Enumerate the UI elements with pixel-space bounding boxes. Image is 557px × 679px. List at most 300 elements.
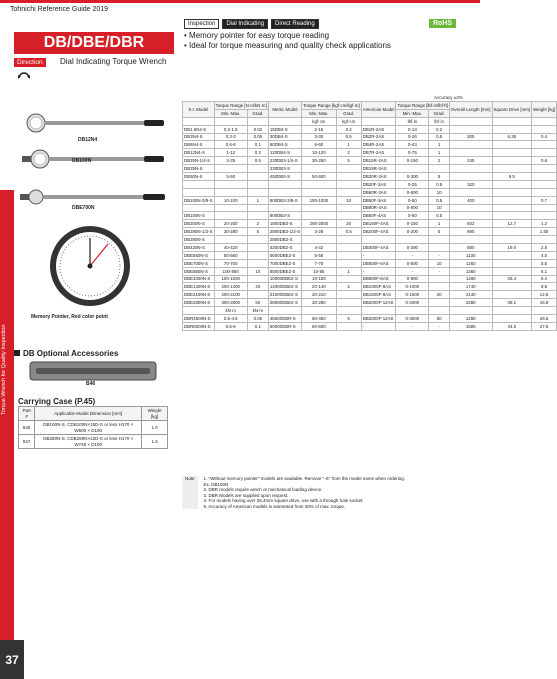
table-cell — [268, 180, 301, 188]
table-cell: 0.7 — [532, 196, 557, 204]
table-cell — [183, 180, 215, 188]
table-cell: 205 — [449, 133, 492, 141]
table-cell: 0-150 — [396, 157, 429, 165]
table-cell: 2 — [336, 149, 361, 157]
table-cell: 0.5 — [429, 196, 450, 204]
table-cell: - — [361, 251, 396, 259]
table-cell — [361, 236, 396, 244]
table-cell: DB4R-2AS — [361, 141, 396, 149]
table-cell: DB500F-6AS — [361, 259, 396, 267]
table-cell: DB200F-4AS — [361, 228, 396, 236]
table-row — [183, 188, 557, 196]
table-cell: 2800DB3-S — [268, 236, 301, 244]
col-torque-range-lbf: Torque Range [lbf·in/lbf·ft] — [397, 102, 448, 108]
col-weight: Weight [kg] — [532, 102, 557, 118]
table-cell: 8.8 — [532, 283, 557, 291]
table-row — [183, 299, 557, 307]
table-cell: 5 — [429, 228, 450, 236]
table-cell: 1280 — [449, 315, 492, 323]
table-cell: 1.2 — [532, 220, 557, 228]
note-line: 2. DBR models require winch or mechanical loading device. — [203, 487, 323, 492]
table-cell — [532, 149, 557, 157]
table-cell — [492, 165, 532, 173]
table-cell — [532, 117, 557, 125]
table-cell: 0.5-4.5 — [214, 315, 247, 323]
product-title: DB/DBE/DBR — [14, 32, 174, 54]
table-cell — [492, 267, 532, 275]
table-cell: 0-25 — [396, 180, 429, 188]
table-cell — [429, 283, 450, 291]
note-line: 4. For models having over 25.4mm square drive, use with a through hole socket. — [203, 498, 364, 503]
table-cell: DBR6000N-S — [183, 322, 215, 330]
table-cell: 200-2100 — [214, 291, 247, 299]
table-cell: DB100N-S — [183, 212, 215, 220]
table-cell: - — [429, 267, 450, 275]
table-cell: 2 — [336, 283, 361, 291]
table-row — [183, 141, 557, 149]
table-cell: 0-300 — [396, 173, 429, 181]
table-cell: 2.5 — [532, 244, 557, 252]
table-cell: 20-200 — [214, 220, 247, 228]
table-cell: 200-2000 — [302, 220, 337, 228]
table-cell: 20-210 — [302, 291, 337, 299]
table-cell: 9.5 — [492, 173, 532, 181]
table-cell: 120DB4-S — [268, 149, 301, 157]
table-cell: 1490 — [449, 275, 492, 283]
table-cell: 45000DBR-S — [268, 315, 301, 323]
table-cell: DB2000F-12AS — [361, 299, 396, 307]
dbe700n-wrench-image — [18, 188, 168, 206]
table-cell: 10000DBE2-S — [268, 275, 301, 283]
table-cell: 5 — [429, 173, 450, 181]
table-cell — [214, 188, 247, 196]
table-cell — [336, 299, 361, 307]
table-cell: DB300F-4AS — [361, 244, 396, 252]
table-cell: 7000DBE2-S — [268, 259, 301, 267]
table-cell — [492, 125, 532, 133]
table-cell: 100-850 — [214, 267, 247, 275]
table-cell: 0-13 — [396, 125, 429, 133]
table-cell: DB60R-3AS — [361, 188, 396, 196]
table-cell — [247, 212, 268, 220]
table-row — [183, 267, 557, 275]
table-cell: DB280N-1/2-S — [184, 229, 213, 235]
notes-block — [182, 476, 405, 509]
table-cell: 690 — [449, 228, 492, 236]
table-cell — [396, 307, 429, 315]
table-cell — [183, 188, 215, 196]
table-cell: 1260 — [449, 259, 492, 267]
table-cell: 10 — [429, 204, 450, 212]
table-cell: 28000DBE2-S — [268, 299, 301, 307]
table-row — [183, 196, 557, 204]
table-cell — [532, 141, 557, 149]
table-cell: 26.5 — [532, 315, 557, 323]
b46-case-image — [28, 360, 158, 382]
col-lbf-min-max: Min.-Max. — [396, 109, 429, 117]
table-cell — [302, 165, 337, 173]
table-cell — [429, 165, 450, 173]
carry-col-model: Applicable Model Dimension [mm] — [35, 407, 142, 421]
table-cell: 60DB4-S — [268, 141, 301, 149]
table-cell: kN·m — [214, 307, 247, 315]
table-cell: 100-1000 — [302, 196, 337, 204]
table-cell: 27.5 — [532, 322, 557, 330]
table-cell: 0.6-6 — [214, 141, 247, 149]
table-cell: 10 — [336, 196, 361, 204]
table-cell: 300-2800 — [214, 299, 247, 307]
table-cell: 245 — [449, 157, 492, 165]
table-cell — [247, 117, 268, 125]
table-cell — [336, 275, 361, 283]
table-cell: DB280N-S — [183, 236, 215, 244]
table-cell: DB1500F-8AS — [361, 291, 396, 299]
table-cell: DB50N-S — [183, 173, 215, 181]
table-cell: 12.8 — [532, 291, 557, 299]
note-tag: Note — [182, 476, 198, 509]
table-cell: 6.1 — [532, 267, 557, 275]
table-cell — [336, 188, 361, 196]
table-cell — [449, 204, 492, 212]
table-cell — [247, 188, 268, 196]
table-cell — [492, 283, 532, 291]
table-cell: 60-600 — [302, 322, 337, 330]
table-cell: 40-420 — [214, 244, 247, 252]
table-row — [183, 228, 557, 236]
note-line: Ex. DB100N — [203, 481, 229, 487]
table-cell: 1 — [429, 220, 450, 228]
table-cell — [214, 212, 247, 220]
table-cell: 2800DB3-1/2-S — [269, 229, 301, 235]
table-cell: 880 — [449, 244, 492, 252]
table-cell: 50 — [247, 299, 268, 307]
table-cell — [492, 212, 532, 220]
table-row — [183, 275, 557, 283]
table-cell: DBE1000N-S — [183, 275, 215, 283]
rotation-direction-icon — [17, 70, 31, 80]
table-cell: 0.2 — [247, 149, 268, 157]
table-cell — [302, 180, 337, 188]
table-cell — [302, 188, 337, 196]
table-cell — [449, 165, 492, 173]
table-cell: kN·m — [247, 307, 268, 315]
table-cell: DB30R-3AS — [361, 173, 396, 181]
table-cell: - — [396, 251, 429, 259]
col-si-model: S.I. Model — [183, 102, 215, 118]
table-cell: DBE560N-S — [183, 251, 215, 259]
table-cell: 25.4 — [492, 275, 532, 283]
table-cell: DB150F-4AS — [361, 220, 396, 228]
table-cell: 0.5 — [429, 180, 450, 188]
table-cell — [247, 275, 268, 283]
table-cell: 38.1 — [492, 299, 532, 307]
table-cell — [492, 315, 532, 323]
table-cell: DB12N4-S — [183, 149, 215, 157]
table-cell: DB3000F-12AS — [361, 315, 396, 323]
table-cell: 70-700 — [214, 259, 247, 267]
sidebar-text: Torque Wrench for Quality Inspection — [1, 324, 7, 416]
category-tabs — [184, 19, 319, 29]
table-row — [183, 315, 557, 323]
table-cell: 4-42 — [302, 244, 337, 252]
table-cell: 6-60 — [302, 141, 337, 149]
table-cell: 50-450 — [302, 315, 337, 323]
table-cell: 450DB3-S — [268, 173, 301, 181]
table-cell — [336, 291, 361, 299]
table-cell: 230DB3-1/4-S — [268, 157, 301, 165]
table-cell — [532, 204, 557, 212]
page-number: 37 — [0, 640, 24, 679]
note-line: 5. Accuracy of American models is warranted from 20% of max. torque. — [203, 503, 346, 509]
table-cell: 0-60 — [396, 212, 429, 220]
col-kgf-grad: Grad. — [336, 109, 361, 117]
table-cell: 0-500 — [396, 259, 429, 267]
table-cell: 0-26 — [396, 133, 429, 141]
table-cell: 0.5 — [336, 228, 361, 236]
table-cell — [336, 259, 361, 267]
table-cell — [336, 204, 361, 212]
table-cell: 0-1000 — [396, 283, 429, 291]
table-cell: 1 — [247, 196, 268, 204]
table-cell: 5 — [336, 315, 361, 323]
table-row — [183, 251, 557, 259]
table-cell: 0.5 — [429, 212, 450, 220]
table-row — [183, 149, 557, 157]
table-cell: 10 — [247, 267, 268, 275]
table-cell: 1 — [336, 141, 361, 149]
table-cell: 0-3000 — [396, 315, 429, 323]
table-cell — [429, 299, 450, 307]
table-row — [183, 204, 557, 212]
db100n-wrench-image — [18, 148, 168, 170]
table-cell — [183, 204, 215, 212]
table-cell: 1-12 — [214, 149, 247, 157]
table-cell: 320 — [449, 180, 492, 188]
table-cell: 1 — [429, 149, 450, 157]
table-cell — [449, 149, 492, 157]
table-row: 847 DB280N-S, CDB280N×22D-S or less H170 × W748 × D100 1.6 — [19, 435, 168, 449]
table-cell — [247, 173, 268, 181]
table-cell: 14000DBE2-S — [268, 283, 301, 291]
table-cell: - — [361, 322, 396, 330]
tab-inspection[interactable]: Inspection — [184, 19, 219, 29]
table-cell: DB800F-6AS — [361, 275, 396, 283]
table-cell — [336, 307, 361, 315]
table-row — [183, 283, 557, 291]
tab-dial-indicating[interactable]: Dial Indicating — [222, 19, 268, 29]
table-cell — [492, 307, 532, 315]
table-cell: 1.65 — [532, 228, 557, 236]
table-cell — [492, 180, 532, 188]
table-cell: DB1.5N4-S — [183, 125, 215, 133]
dbe700n-label: DBE700N — [72, 205, 95, 211]
table-cell: 16.8 — [532, 299, 557, 307]
table-cell — [247, 251, 268, 259]
table-cell — [214, 204, 247, 212]
table-row — [183, 220, 557, 228]
table-cell: 0.2 — [429, 125, 450, 133]
table-cell — [214, 236, 247, 244]
guide-title: Tohnichi Reference Guide 2019 — [10, 6, 109, 13]
table-cell: 0.6 — [532, 157, 557, 165]
table-cell: 4.0 — [532, 251, 557, 259]
table-cell — [302, 212, 337, 220]
db12n4-wrench-image — [18, 112, 168, 134]
table-cell: 230DB3-S — [268, 165, 301, 173]
col-metric-model: Metric Model — [268, 102, 301, 118]
table-cell: DB50F-3AS — [361, 196, 396, 204]
table-cell: DB200N-S — [183, 220, 215, 228]
table-row — [183, 322, 557, 330]
table-cell: 6.4 — [532, 275, 557, 283]
table-cell: 3-25 — [214, 157, 247, 165]
table-cell: 30-280 — [214, 228, 247, 236]
table-cell — [449, 307, 492, 315]
table-cell — [492, 228, 532, 236]
table-cell: 0.1 — [247, 322, 268, 330]
table-cell: 50-560 — [214, 251, 247, 259]
sidebar-band — [0, 190, 14, 679]
table-cell — [336, 236, 361, 244]
table-cell: 7-70 — [302, 259, 337, 267]
table-cell: 1 — [429, 141, 450, 149]
table-cell: DBE1400N-S — [183, 283, 215, 291]
table-cell — [532, 188, 557, 196]
table-cell — [532, 180, 557, 188]
rohs-badge: RoHS — [429, 19, 456, 28]
table-cell — [429, 307, 450, 315]
table-row — [183, 165, 557, 173]
table-cell: 15DB4-S — [268, 125, 301, 133]
table-cell — [214, 165, 247, 173]
table-cell: 10-100 — [302, 275, 337, 283]
table-row — [183, 259, 557, 267]
table-cell: kgf·cm — [336, 117, 361, 125]
table-cell — [336, 322, 361, 330]
table-cell — [361, 117, 396, 125]
table-cell — [247, 180, 268, 188]
table-cell — [532, 173, 557, 181]
table-cell: 0-2000 — [396, 299, 429, 307]
table-cell: 0.3-3 — [214, 133, 247, 141]
table-cell: 900DB3-S — [268, 212, 301, 220]
table-row — [183, 291, 557, 299]
table-cell: 400 — [449, 196, 492, 204]
table-cell — [429, 244, 450, 252]
table-cell: 6.35 — [492, 133, 532, 141]
table-cell — [492, 251, 532, 259]
table-cell: 0.2-1.5 — [214, 125, 247, 133]
table-cell — [247, 291, 268, 299]
table-cell: DB100N-3/8-S — [184, 197, 213, 203]
table-cell — [449, 236, 492, 244]
table-cell — [336, 212, 361, 220]
table-cell — [336, 165, 361, 173]
table-row — [183, 244, 557, 252]
table-cell — [532, 125, 557, 133]
col-torque-range-nm: Torque Range [N·m/kN·m] — [215, 102, 267, 108]
table-cell: 8500DBE2-S — [268, 267, 301, 275]
table-row: 846 DB100N-S, CDB100N×15D-S or less H170 × W500 × D100 1.0 — [19, 421, 168, 435]
product-subtitle: Dial Indicating Torque Wrench — [60, 57, 167, 66]
table-cell: DB20F-3AS — [361, 180, 396, 188]
table-row — [183, 307, 557, 315]
b46-label: B46 — [86, 381, 96, 387]
table-cell — [361, 307, 396, 315]
table-cell: DB15R-3AS — [361, 165, 396, 173]
tab-direct-reading[interactable]: Direct Reading — [271, 19, 319, 29]
table-cell: DB60F-4AS — [361, 212, 396, 220]
table-cell — [247, 236, 268, 244]
table-cell: - — [396, 267, 429, 275]
table-cell: 0.2 — [336, 125, 361, 133]
table-cell: 10 — [429, 259, 450, 267]
table-cell: 2 — [429, 157, 450, 165]
table-cell: 20-140 — [302, 283, 337, 291]
table-cell: 2-15 — [302, 125, 337, 133]
table-cell — [492, 259, 532, 267]
table-cell — [492, 196, 532, 204]
table-cell — [492, 141, 532, 149]
table-cell: 19.0 — [492, 244, 532, 252]
dial-gauge-image — [48, 224, 132, 308]
table-cell — [336, 173, 361, 181]
col-overall-length: Overall Length [mm] — [449, 102, 492, 118]
table-cell — [532, 236, 557, 244]
table-cell — [532, 165, 557, 173]
table-cell: - — [429, 251, 450, 259]
feature-list — [184, 31, 391, 51]
table-cell: DBR4500N-S — [183, 315, 215, 323]
table-cell: 44.5 — [492, 322, 532, 330]
table-cell: 5.5 — [532, 259, 557, 267]
table-cell — [247, 165, 268, 173]
table-cell: DB1000F-8AS — [361, 283, 396, 291]
col-american-model: American Model — [361, 102, 396, 118]
carry-col-part: Part # — [19, 407, 35, 421]
table-cell: - — [396, 322, 429, 330]
carrying-case-heading: Carrying Case (P.45) — [18, 397, 96, 406]
table-cell: 0-800 — [396, 204, 429, 212]
table-cell — [449, 141, 492, 149]
table-cell: 0-200 — [396, 228, 429, 236]
table-cell: 4200DB2-S — [268, 244, 301, 252]
table-cell: - — [429, 322, 450, 330]
col-lbf-grad: Grad. — [429, 109, 450, 117]
table-cell: 0.02 — [247, 125, 268, 133]
spec-table-body — [183, 117, 557, 330]
table-cell — [302, 204, 337, 212]
table-cell: 0-800 — [396, 275, 429, 283]
table-cell — [492, 117, 532, 125]
table-cell: 1740 — [449, 283, 492, 291]
table-cell — [302, 307, 337, 315]
accessories-heading: DB Optional Accessories — [14, 349, 118, 358]
table-cell: 2140 — [449, 291, 492, 299]
table-cell: 21000DBE2-S — [268, 291, 301, 299]
table-cell — [449, 212, 492, 220]
table-cell — [449, 173, 492, 181]
col-nm-grad: Grad. — [247, 109, 268, 117]
table-cell: 10-85 — [302, 267, 337, 275]
table-cell: 50 — [429, 315, 450, 323]
table-cell — [492, 157, 532, 165]
table-cell — [268, 117, 301, 125]
table-cell: DBE2100N-S — [183, 291, 215, 299]
table-cell — [532, 212, 557, 220]
memory-pointer-label: Memory Pointer, Red color point — [31, 314, 108, 320]
table-cell: 502 — [449, 220, 492, 228]
